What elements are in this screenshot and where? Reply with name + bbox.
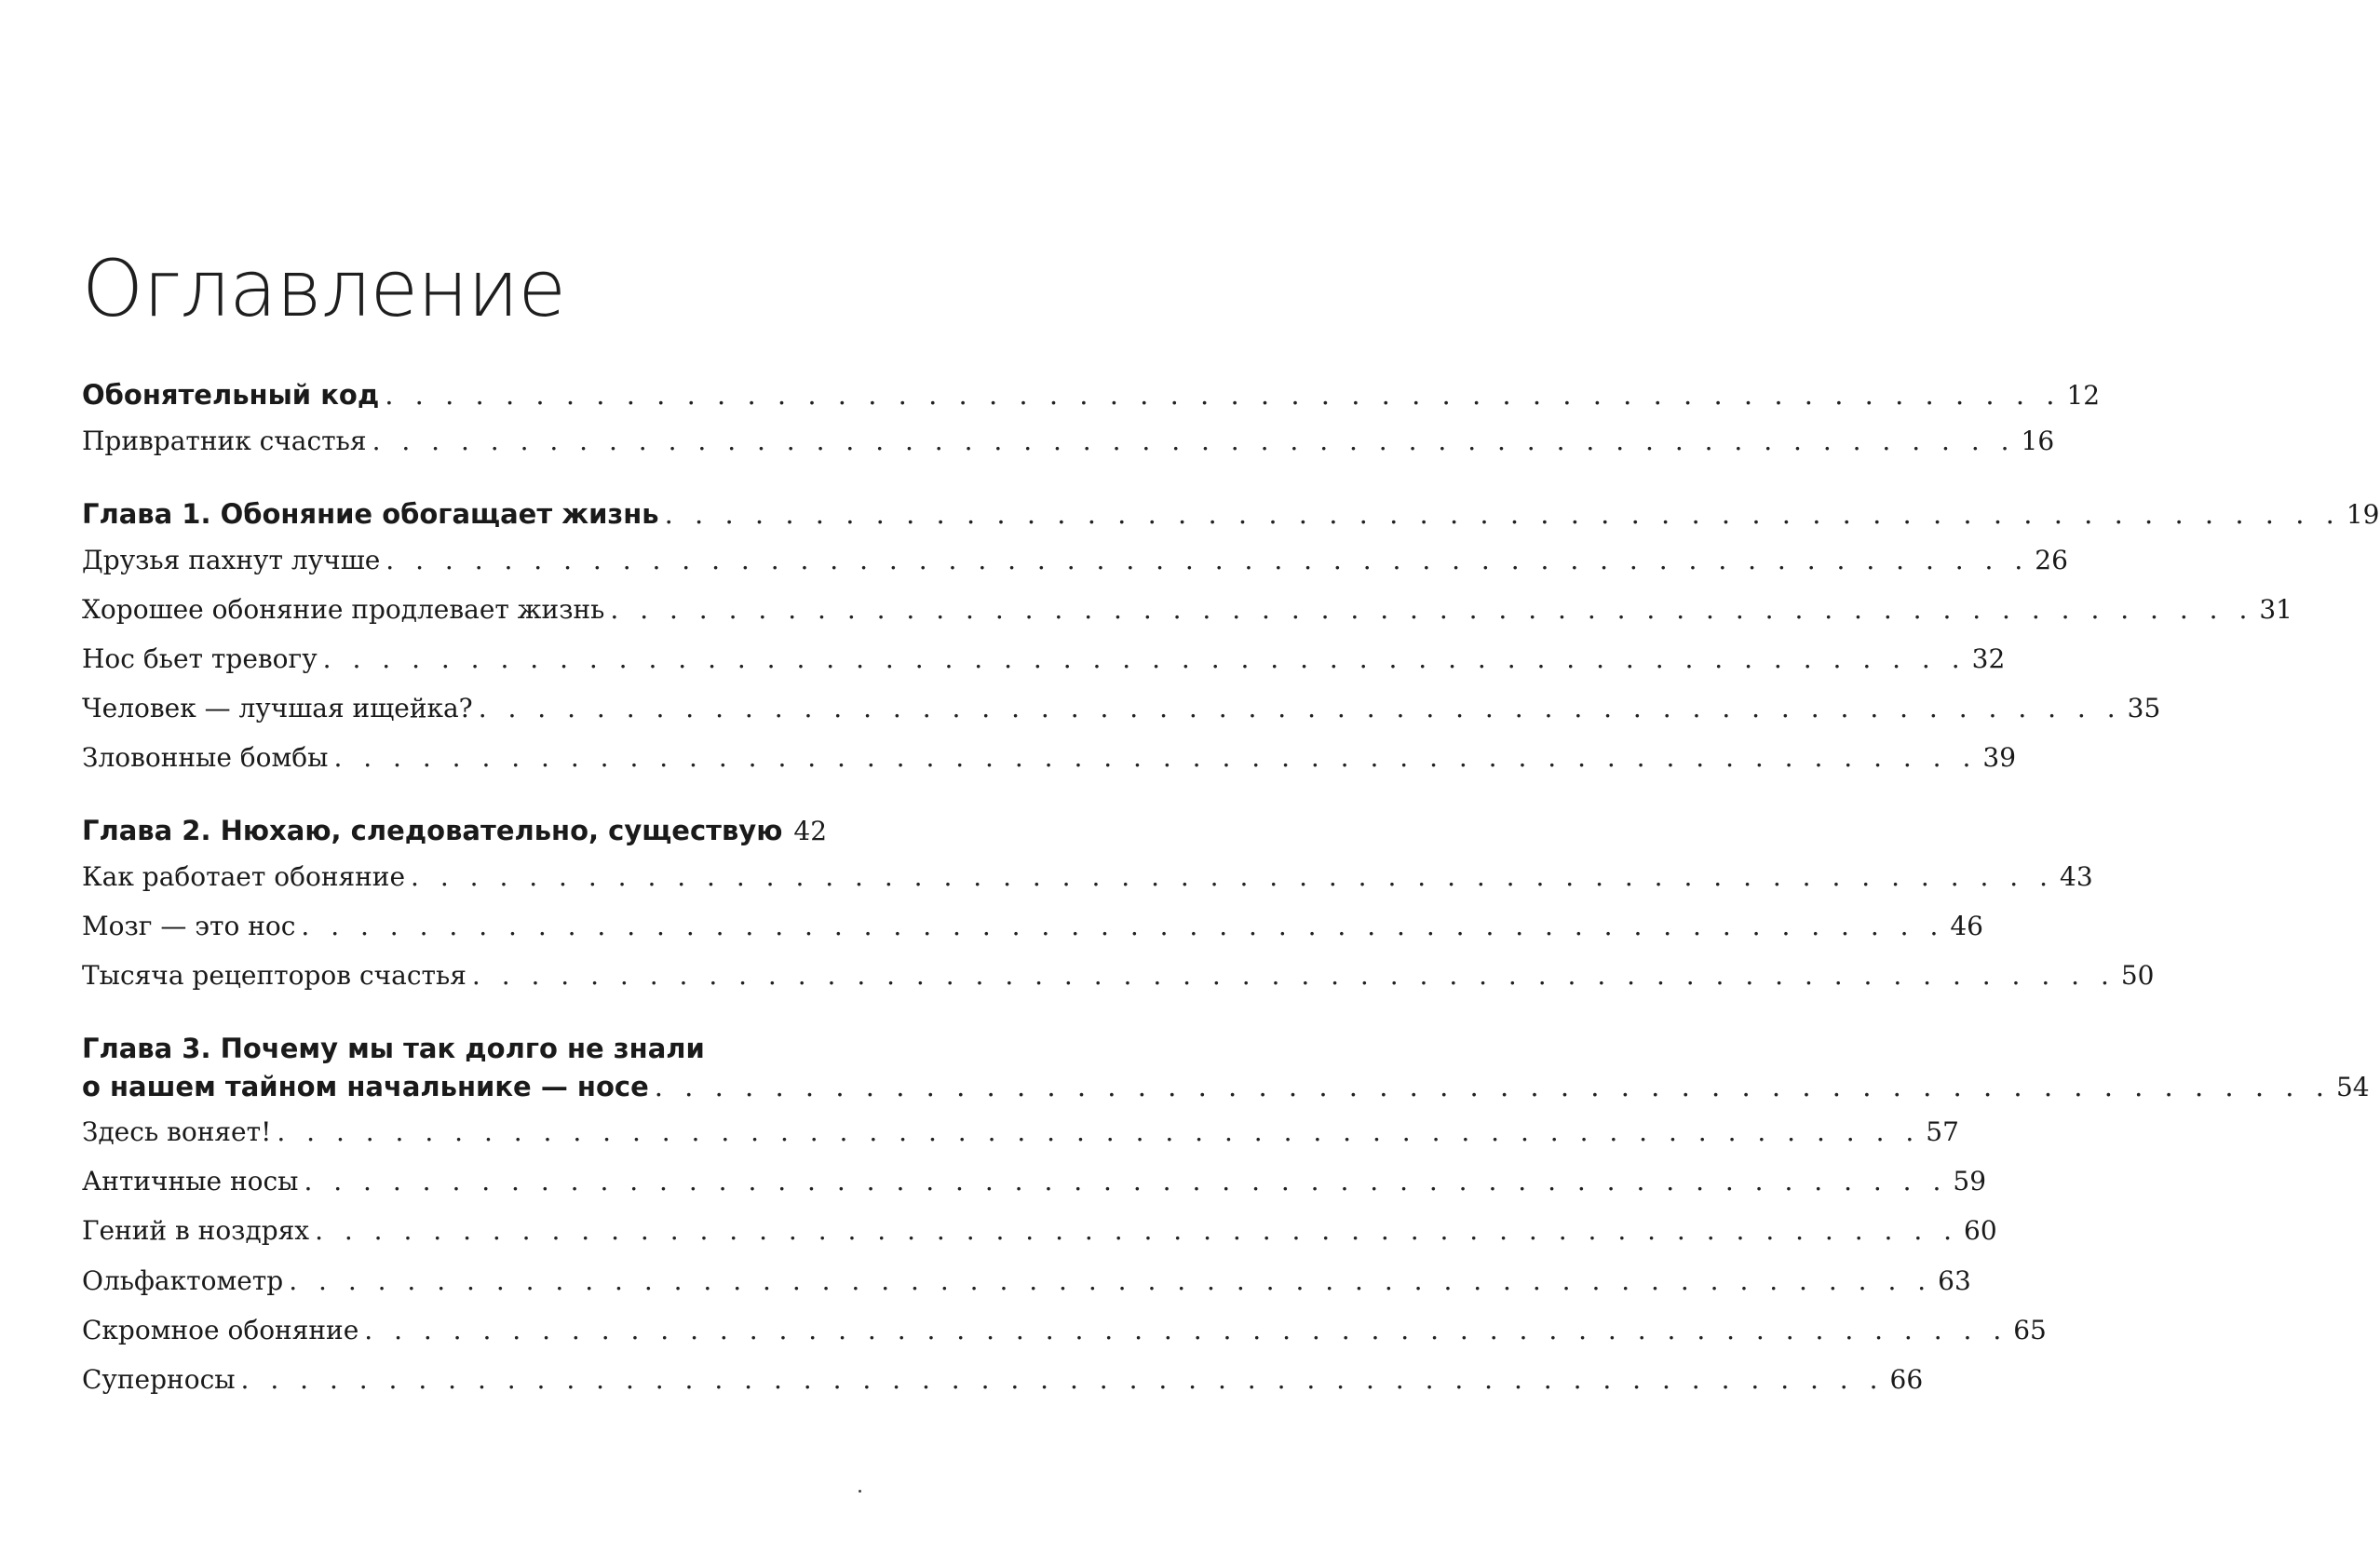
toc-entry[interactable]: [82, 594, 2292, 625]
toc-page-number: 50: [2120, 960, 2155, 991]
toc-entry-label: Античные носы: [82, 1166, 299, 1196]
toc-entry[interactable]: [82, 960, 2155, 991]
toc-page-number: 32: [1971, 643, 2006, 674]
dot-leader: . . . . . . . . . . . . . . . . . . . . . . . . . . . . . . . . . . . . . . . . . . . . . . . . . . . . . . . .: [315, 1215, 1959, 1246]
toc-entry-label: Глава 1. Обоняние обогащает жизнь: [82, 498, 659, 530]
toc-entry-label-line1[interactable]: Глава 3. Почему мы так долго не знали: [82, 1033, 705, 1064]
dot-leader: . . . . . . . . . . . . . . . . . . . . . . . . . . . . . . . . . . . . . . . . . . . . . . . . . . . . . . . .: [304, 1166, 1948, 1196]
dot-leader: . . . . . . . . . . . . . . . . . . . . . . . . . . . . . . . . . . . . . . . . . . . . . . . . . . . . . . . .: [385, 379, 2062, 411]
toc-entry-label: Хорошее обоняние продлевает жизнь: [82, 594, 605, 625]
print-speck: [859, 1490, 861, 1493]
dot-leader: . . . . . . . . . . . . . . . . . . . . . . . . . . . . . . . . . . . . . . . . . . . . . . . . . . . . . . . .: [372, 426, 2016, 456]
dot-leader: . . . . . . . . . . . . . . . . . . . . . . . . . . . . . . . . . . . . . . . . . . . . . . . . . . . . . . . .: [322, 643, 1967, 674]
toc-entry[interactable]: [82, 1215, 1997, 1246]
dot-leader: . . . . . . . . . . . . . . . . . . . . . . . . . . . . . . . . . . . . . . . . . . . . . . . . . . . . . . . .: [478, 693, 2122, 723]
dot-leader: . . . . . . . . . . . . . . . . . . . . . . . . . . . . . . . . . . . . . . . . . . . . . . . . . . . . . . . .: [333, 742, 1978, 773]
toc-entry[interactable]: [82, 742, 2017, 773]
dot-leader: . . . . . . . . . . . . . . . . . . . . . . . . . . . . . . . . . . . . . . . . . . . . . . . . . . . . . . . .: [385, 545, 2030, 575]
dot-leader: . . . . . . . . . . . . . . . . . . . . . . . . . . . . . . . . . . . . . . . . . . . . . . . . . . . . . . . .: [364, 1315, 2008, 1345]
dot-leader: . . . . . . . . . . . . . . . . . . . . . . . . . . . . . . . . . . . . . . . . . . . . . . . . . . . . . . . .: [610, 594, 2254, 625]
toc-entry-label: Глава 2. Нюхаю, следовательно, существую: [82, 815, 783, 846]
toc-entry[interactable]: [82, 1166, 1987, 1196]
dot-leader: . . . . . . . . . . . . . . . . . . . . . . . . . . . . . . . . . . . . . . . . . . . . . . . . . . . . . . . .: [240, 1364, 1885, 1395]
toc-page-number: 26: [2035, 545, 2068, 575]
toc-page-number: 16: [2021, 426, 2055, 456]
toc-page-number: 57: [1926, 1116, 1959, 1147]
dot-leader: . . . . . . . . . . . . . . . . . . . . . . . . . . . . . . . . . . . . . . . . . . . . . . . . . . . . . . . .: [471, 960, 2116, 991]
toc-page-number: 65: [2013, 1315, 2047, 1345]
toc-page-number: 12: [2066, 380, 2101, 411]
toc-entry[interactable]: [82, 815, 828, 846]
toc-entry-label: Ольфактометр: [82, 1265, 284, 1296]
dot-leader: . . . . . . . . . . . . . . . . . . . . . . . . . . . . . . . . . . . . . . . . . . . . . . . . . . . . . . . .: [411, 861, 2054, 892]
dot-leader: . . . . . . . . . . . . . . . . . . . . . . . . . . . . . . . . . . . . . . . . . . . . . . . . . . . . . . . .: [654, 1071, 2331, 1102]
toc-page-number: 31: [2259, 594, 2292, 625]
toc-page-number: 39: [1982, 742, 2017, 773]
toc-entry-label: Обонятельный код: [82, 379, 380, 411]
toc-entry[interactable]: [82, 379, 2101, 411]
toc-entry-label: Привратник счастья: [82, 426, 367, 456]
dot-leader: . . . . . . . . . . . . . . . . . . . . . . . . . . . . . . . . . . . . . . . . . . . . . . . . . . . . . . . .: [277, 1116, 1921, 1147]
toc-entry[interactable]: [82, 1071, 2370, 1102]
toc-entry[interactable]: [82, 1315, 2047, 1345]
toc-entry-label: Человек — лучшая ищейка?: [82, 693, 473, 723]
dot-leader: . . . . . . . . . . . . . . . . . . . . . . . . . . . . . . . . . . . . . . . . . . . . . . . . . . . . . . . .: [289, 1265, 1933, 1296]
toc-entry[interactable]: [82, 861, 2093, 892]
toc-entry-label: о нашем тайном начальнике — носе: [82, 1071, 649, 1102]
toc-entry-label: Нос бьет тревогу: [82, 643, 318, 674]
toc-page-number: 46: [1950, 911, 1983, 941]
toc-entry[interactable]: [82, 545, 2068, 575]
toc-page-number: 63: [1938, 1265, 1971, 1296]
page-title: Оглавление: [82, 243, 566, 334]
toc-entry-label: Скромное обоняние: [82, 1315, 359, 1345]
toc-entry[interactable]: [82, 498, 2380, 530]
toc-page-number: 54: [2335, 1072, 2370, 1102]
toc-entry-label: Друзья пахнут лучше: [82, 545, 381, 575]
toc-entry[interactable]: [82, 693, 2161, 723]
toc-entry-label: Гений в ноздрях: [82, 1215, 310, 1246]
toc-page-number: 59: [1953, 1166, 1987, 1196]
toc-entry-label: Тысяча рецепторов счастья: [82, 960, 467, 991]
toc-entry-label: Здесь воняет!: [82, 1116, 272, 1147]
toc-page-number: 42: [793, 816, 828, 846]
toc-page-number: 19: [2346, 499, 2380, 530]
dot-leader: . . . . . . . . . . . . . . . . . . . . . . . . . . . . . . . . . . . . . . . . . . . . . . . . . . . . . . . .: [301, 911, 1945, 941]
toc-entry[interactable]: [82, 1265, 1971, 1296]
dot-leader: . . . . . . . . . . . . . . . . . . . . . . . . . . . . . . . . . . . . . . . . . . . . . . . . . . . . . . . .: [664, 498, 2341, 530]
toc-entry[interactable]: [82, 1364, 1924, 1395]
toc-page-number: 43: [2060, 861, 2093, 892]
toc-page-number: 35: [2127, 693, 2161, 723]
toc-page-number: 60: [1964, 1215, 1997, 1246]
toc-entry-label: Мозг — это нос: [82, 911, 296, 941]
toc-entry[interactable]: [82, 643, 2006, 674]
toc-entry-label: Зловонные бомбы: [82, 742, 329, 773]
toc-entry[interactable]: [82, 911, 1983, 941]
toc-entry-label: Суперносы: [82, 1364, 236, 1395]
toc-entry[interactable]: [82, 1116, 1959, 1147]
toc-entry[interactable]: [82, 426, 2055, 456]
toc-page-number: 66: [1889, 1364, 1924, 1395]
toc-entry-label: Как работает обоняние: [82, 861, 406, 892]
